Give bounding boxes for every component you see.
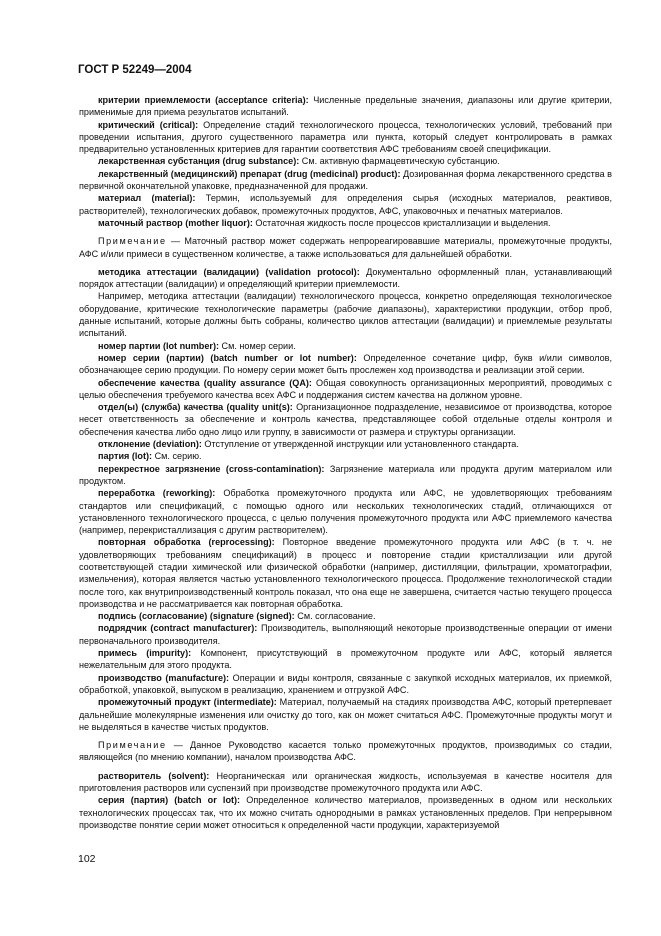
definition-text: Определение стадий технологического процесса, технологических условий, требований при проведении испытания, другого существенного параметра или пункта, который следует контролировать в рамках предварительно установленных критериев для гарантии соответствия АФС требованиям своей спецификации.: [79, 119, 612, 155]
definition-text: Отступление от утвержденной инструкции или установленного стандарта.: [201, 439, 519, 450]
definition-paragraph: [79, 696, 612, 733]
definition-text: Численные предельные значения, диапазоны или другие критерии, применимые для приема результатов испытаний.: [79, 95, 612, 118]
definition-paragraph: [79, 192, 612, 217]
definition-paragraph: [79, 401, 612, 438]
definition-paragraph: [79, 290, 612, 339]
term: промежуточный продукт (intermediate):: [98, 697, 277, 708]
note-label: Примечание: [98, 236, 167, 247]
definition-paragraph: [79, 672, 612, 697]
definition-paragraph: [79, 377, 612, 402]
definition-text: См. активную фармацевтическую субстанцию.: [299, 156, 500, 167]
term: критический (critical):: [98, 119, 199, 130]
definition-text: Операции и виды контроля, связанные с закупкой исходных материалов, их приемкой, обработкой, упаковкой, выпуском в реализацию, хранением и отгрузкой АФС.: [79, 672, 612, 695]
definition-text: Компонент, присутствующий в промежуточном продукте или АФС, который является нежелательным для этого продукта.: [79, 648, 612, 671]
definition-paragraph: [79, 770, 612, 795]
note-label: Примечание: [98, 740, 167, 751]
definition-text: Повторное введение промежуточного продукта или АФС (в т. ч. не удовлетворяющих требованиям спецификаций) в процесс и повторение стадии кристаллизации или другой соответствующей стадии химической или физической обработки (например, дистилляции, фильтрации, хроматографии, измельчения), которая является частью установленного технологического процесса. Продолжение технологической стадии после того, как внутрипроизводственный контроль показал, что она еще не завершена, считается частью текущего процесса производства и не рассматривается как повторная обработка.: [79, 537, 612, 609]
term: растворитель (solvent):: [98, 770, 210, 781]
term: лекарственная субстанция (drug substance):: [98, 156, 300, 167]
term: отдел(ы) (служба) качества (quality unit(s):: [98, 402, 293, 413]
definition-text: Неорганическая или органическая жидкость, используемая в качестве носителя для приготовления растворов или суспензий при производстве промежуточного продукта или АФС.: [79, 770, 612, 794]
term: обеспечение качества (quality assurance (QA):: [98, 377, 312, 388]
definition-paragraph: [79, 217, 612, 229]
definition-paragraph: [79, 352, 612, 377]
definition-paragraph: [79, 168, 612, 193]
definition-paragraph: [79, 536, 612, 610]
term: отклонение (deviation):: [98, 439, 202, 450]
definition-text: См. согласование.: [294, 611, 376, 622]
definition-text: См. серию.: [152, 451, 202, 462]
term: перекрестное загрязнение (cross-contamination):: [98, 463, 325, 474]
definition-paragraph: [79, 450, 612, 462]
definition-text: Дозированная форма лекарственного средства в первичной окончательной упаковке, предназначенной для продажи.: [79, 168, 612, 192]
term: номер партии (lot number):: [98, 340, 220, 351]
term: подпись (согласование) (signature (signed):: [98, 611, 295, 622]
definition-paragraph: [79, 794, 612, 831]
note-paragraph: [79, 739, 612, 764]
definition-text: Производитель, выполняющий некоторые производственные операции от имени первоначального производителя.: [79, 623, 613, 646]
definition-text: Например, методика аттестации (валидации) технологического процесса, конкретно определяющая технологическое оборудование, критические технологические параметры (рабочие диапазоны), характеристики продукции, отбор проб, данные испытаний, которые должны быть собраны, количество циклов аттестации (валидации) и приемлемые результаты испытаний.: [79, 291, 612, 339]
definition-text: Общая совокупность организационных мероприятий, проводимых с целью обеспечения требуемого качества всех АФС и поддержания систем качества на должном уровне.: [79, 377, 612, 400]
definition-text: Загрязнение материала или продукта другим материалом или продуктом.: [79, 463, 612, 486]
definition-text: Остаточная жидкость после процессов кристаллизации и выделения.: [252, 217, 551, 228]
definition-paragraph: [79, 463, 612, 488]
term: производство (manufacture):: [98, 672, 230, 683]
definition-text: См. номер серии.: [219, 340, 296, 351]
term: маточный раствор (mother liquor):: [98, 217, 253, 228]
term: материал (material):: [98, 193, 196, 204]
note-paragraph: [79, 235, 612, 260]
page-number: 102: [78, 853, 96, 865]
definition-paragraph: [79, 266, 612, 291]
definition-paragraph: [79, 647, 612, 672]
definition-paragraph: [79, 610, 612, 622]
definition-paragraph: [79, 438, 612, 450]
page-header-doc-id: ГОСТ Р 52249—2004: [78, 64, 192, 76]
term: серия (партия) (batch or lot):: [98, 795, 241, 806]
definition-text: Термин, используемый для определения сырья (исходных материалов, реактивов, растворителей), технологических добавок, промежуточных продуктов, АФС, упаковочных и печатных материалов.: [79, 193, 612, 216]
term: лекарственный (медицинский) препарат (drug (medicinal) product):: [98, 168, 401, 179]
term: повторная обработка (reprocessing):: [98, 537, 275, 548]
definition-paragraph: [79, 487, 612, 536]
definition-text: Определенное количество материалов, произведенных в одном или нескольких технологических процессах так, что их можно считать однородными в рамках установленных пределов. При непрерывном производстве понятие серии может относиться к определенной части продукции, характеризуемой: [79, 795, 612, 830]
term: переработка (reworking):: [98, 488, 216, 499]
term: номер серии (партии) (batch number or lot number):: [98, 352, 357, 363]
term: подрядчик (contract manufacturer):: [98, 623, 258, 634]
definition-text: Обработка промежуточного продукта или АФС, не удовлетворяющих требованиям стандартов или спецификаций, с помощью одного или нескольких технологических стадий, отличающихся от установленного технологического процесса, с целью получения промежуточного продукта или АФС приемлемого качества (например, перекристаллизация с другим растворителем).: [79, 488, 612, 536]
definition-paragraph: [79, 119, 612, 156]
term: критерии приемлемости (acceptance criteria):: [98, 95, 309, 105]
term: партия (lot):: [98, 451, 153, 462]
document-body: [79, 94, 612, 831]
definition-text: Материал, получаемый на стадиях производства АФС, который претерпевает дальнейшие молекулярные изменения или очистку до того, как он может считаться АФС. Промежуточные продукты могут и не выделяться в качестве чистых продуктов.: [79, 697, 612, 732]
definition-paragraph: [79, 340, 612, 352]
term: примесь (impurity):: [98, 648, 192, 659]
term: методика аттестации (валидации) (validation protocol):: [98, 266, 360, 277]
definition-text: Организационное подразделение, независимое от производства, которое несет ответственность за обеспечение и контроль качества, представляющее собой отдельные отделы контроля и обеспечения качества либо одно лицо или группу, в зависимости от размера и структуры организации.: [79, 402, 612, 437]
definition-paragraph: [79, 155, 612, 167]
definition-text: Документально оформленный план, устанавливающий порядок аттестации (валидации) и определяющий критерии приемлемости.: [79, 266, 612, 290]
definition-text: — Маточный раствор может содержать непрореагировавшие материалы, промежуточные продукты, АФС и/или примеси в существенном количестве, а также использоваться для дальнейшей обработки.: [79, 236, 612, 259]
definition-text: — Данное Руководство касается только промежуточных продуктов, производимых со стадии, являющейся (по мнению компании), началом производства АФС.: [79, 740, 612, 763]
definition-paragraph: [79, 94, 612, 119]
definition-paragraph: [79, 622, 612, 647]
definition-text: Определенное сочетание цифр, букв и/или символов, обозначающее серию продукции. По номеру серии может быть прослежен ход производства и реализации этой серии.: [79, 352, 612, 376]
